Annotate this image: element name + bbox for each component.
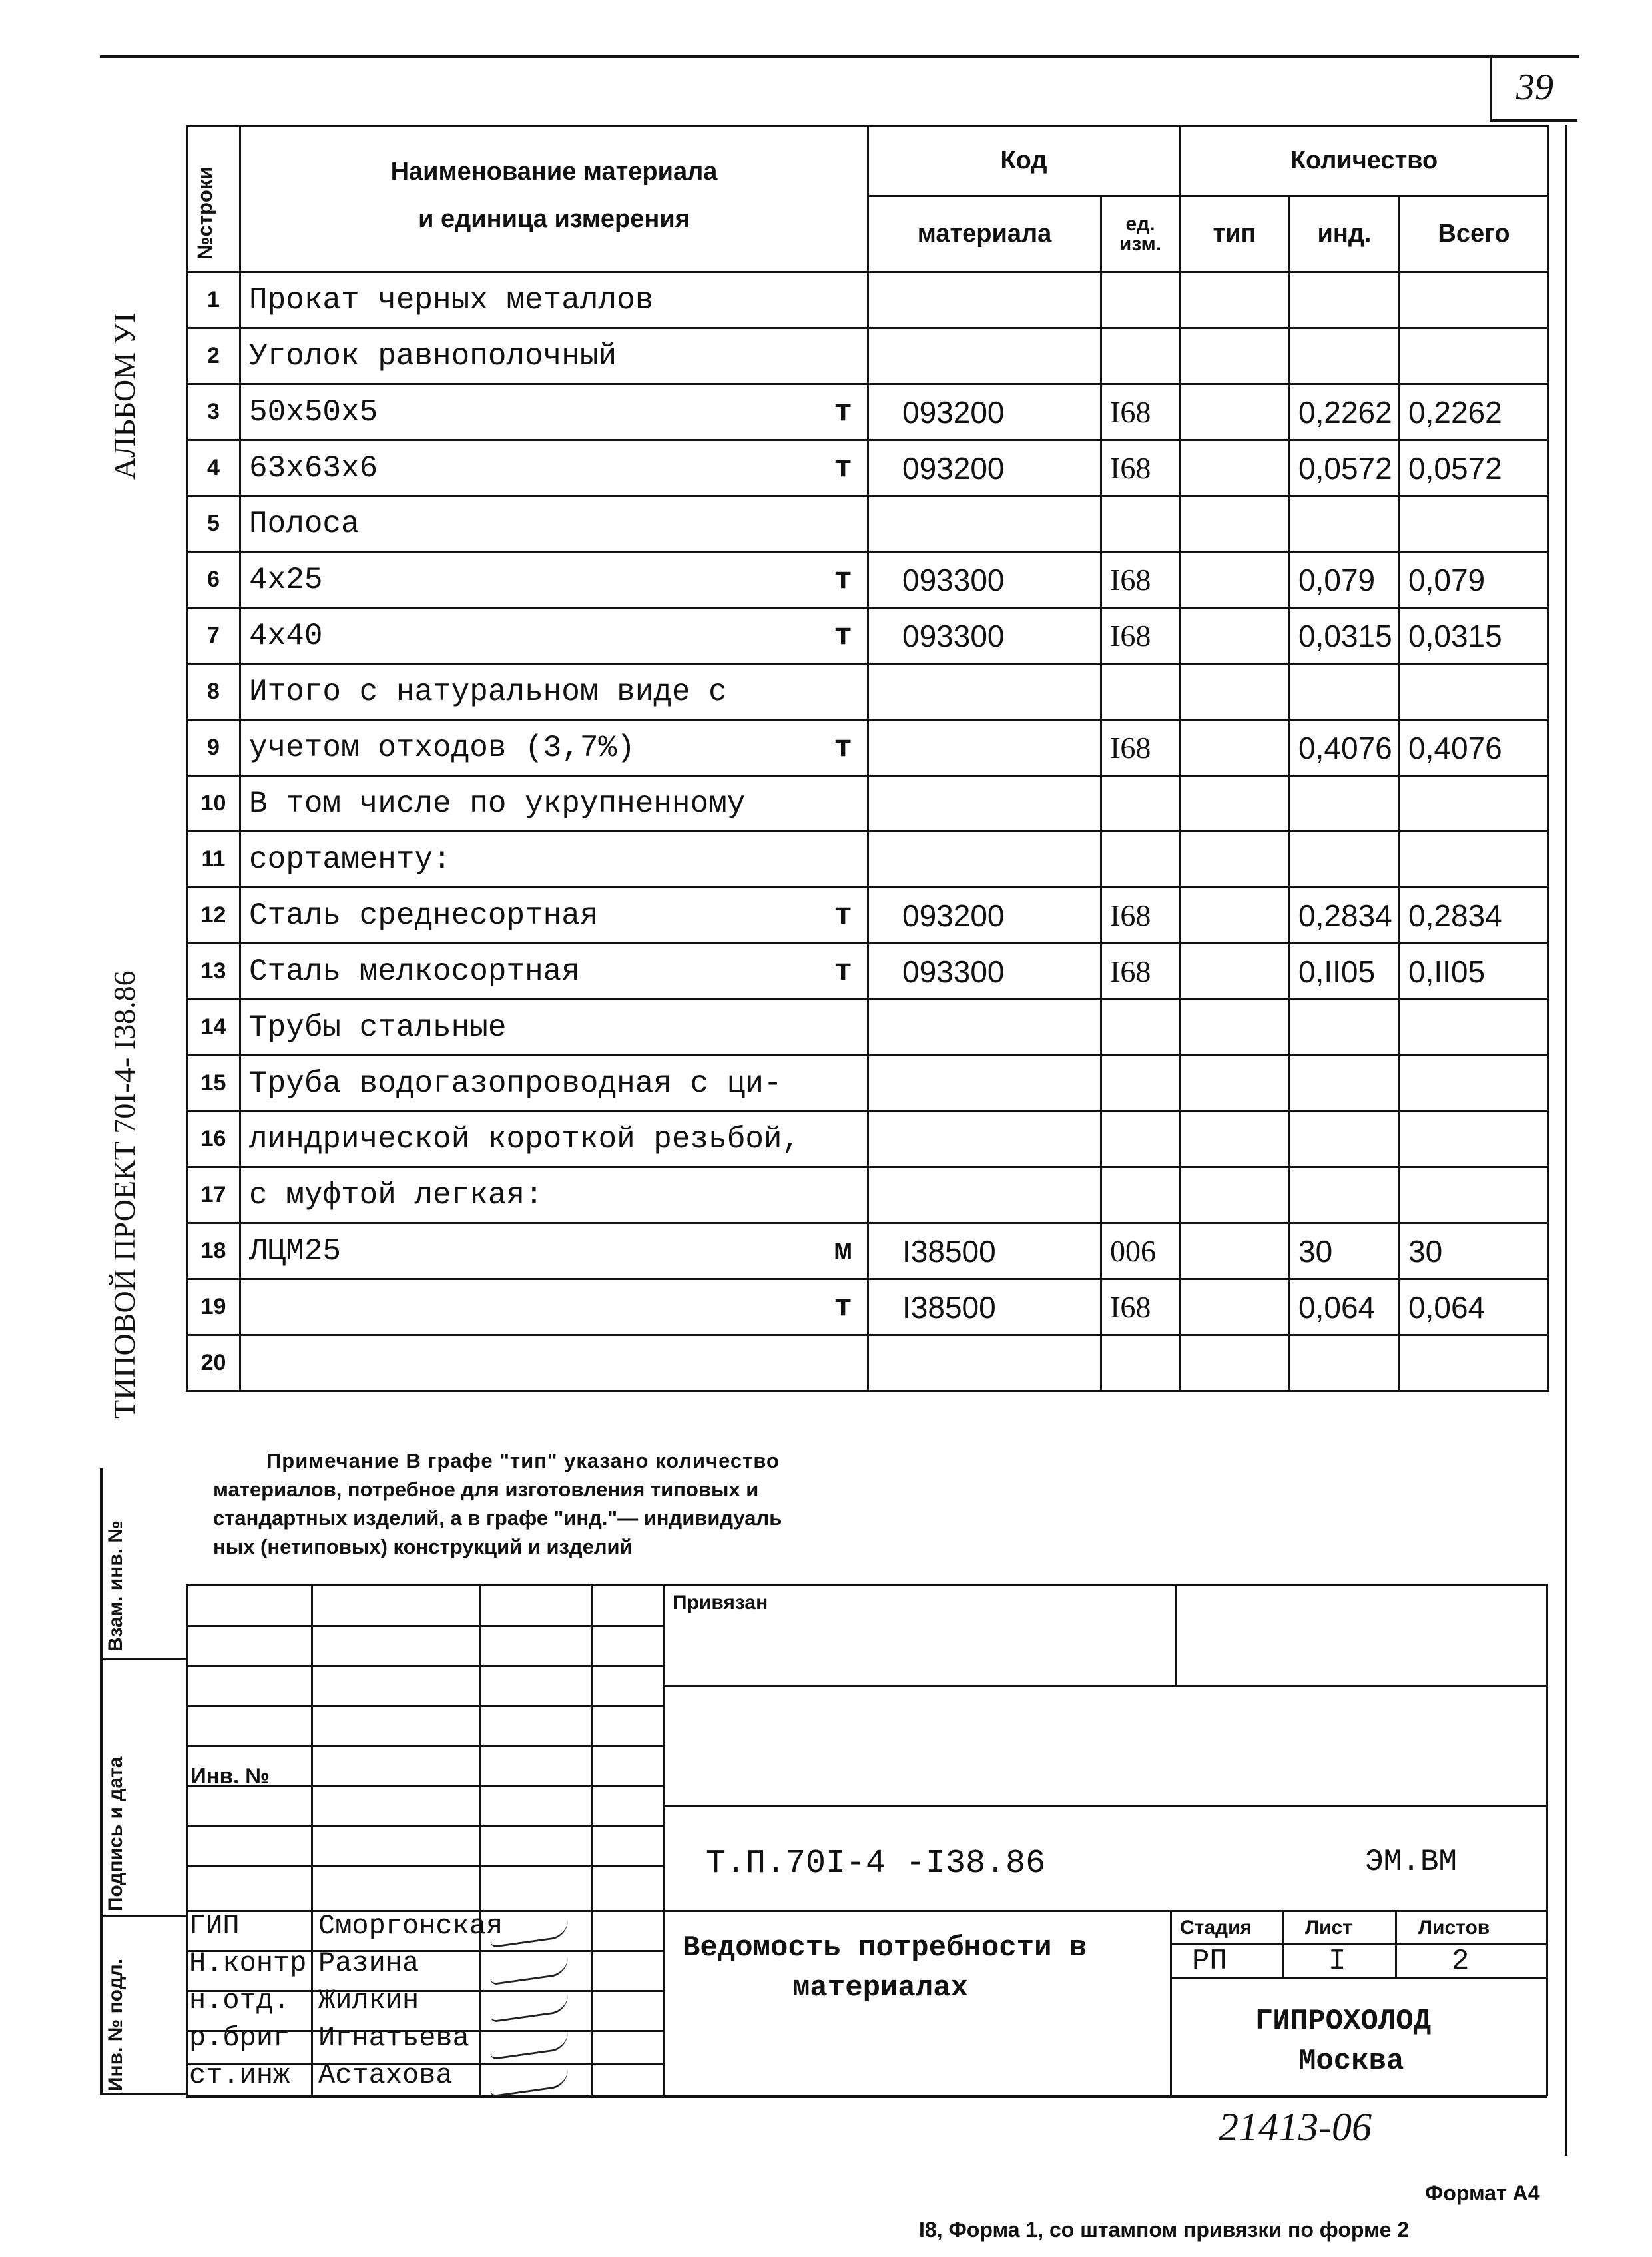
- stamp-left: [186, 1584, 188, 2096]
- row-total: [1400, 272, 1549, 328]
- row-unit-code: [1101, 1112, 1180, 1167]
- row-number: 9: [187, 720, 240, 776]
- note-line-3: стандартных изделий, а в графе "инд."— индивидуаль: [213, 1506, 782, 1530]
- table-row: [187, 776, 1549, 832]
- row-type: [1180, 1279, 1290, 1335]
- stamp-bottom: [186, 2095, 1547, 2098]
- row-ind: [1290, 664, 1400, 720]
- row-code: [868, 1056, 1101, 1112]
- stamp-role: ст.инж: [189, 2059, 290, 2091]
- stamp-row-line: [186, 1825, 663, 1827]
- row-name-text: 50x50x5: [249, 394, 378, 430]
- row-unit-code: I68: [1101, 552, 1180, 608]
- stamp-role: ГИП: [189, 1910, 240, 1942]
- stamp-title-split: [1170, 1910, 1172, 2096]
- row-total: 0,0315: [1400, 608, 1549, 664]
- row-unit: т: [834, 954, 852, 989]
- row-unit: т: [834, 450, 852, 485]
- row-ind: 0,II05: [1290, 944, 1400, 1000]
- row-ind: [1290, 272, 1400, 328]
- row-name-text: 4x40: [249, 618, 323, 653]
- stamp-person-name: Игнатьева: [318, 2022, 469, 2054]
- row-unit-code: [1101, 1000, 1180, 1056]
- sheets-label: Листов: [1418, 1917, 1490, 1939]
- stamp-person-name: Жилкин: [318, 1985, 419, 2017]
- stamp-row-line: [186, 1865, 663, 1867]
- row-ind: [1290, 496, 1400, 552]
- row-ind: [1290, 832, 1400, 888]
- stamp-person-name: Разина: [318, 1947, 419, 1979]
- header-material: материала: [868, 196, 1101, 272]
- note-line-4: ных (нетиповых) конструкций и изделий: [213, 1535, 633, 1558]
- header-code: Код: [868, 126, 1180, 196]
- row-name-text: Полоса: [249, 506, 360, 541]
- row-name: [240, 552, 868, 608]
- row-name: [240, 608, 868, 664]
- signature-mark: [489, 2030, 571, 2060]
- row-number: 15: [187, 1056, 240, 1112]
- stamp-row-line: [186, 1705, 663, 1707]
- row-type: [1180, 1335, 1290, 1391]
- handwritten-number: 21413-06: [1219, 2105, 1372, 2149]
- materials-table: [186, 125, 1549, 1392]
- row-ind: [1290, 1112, 1400, 1167]
- table-row: [187, 1335, 1549, 1391]
- side-divider-2: [100, 1915, 186, 1917]
- document-mark: ЭМ.ВМ: [1365, 1845, 1458, 1879]
- table-row: [187, 328, 1549, 384]
- row-name: [240, 664, 868, 720]
- stage-value: РП: [1192, 1945, 1227, 1978]
- row-unit-code: I68: [1101, 888, 1180, 944]
- row-name: [240, 720, 868, 776]
- row-number: 18: [187, 1223, 240, 1279]
- row-name: [240, 1335, 868, 1391]
- row-unit: т: [834, 898, 852, 933]
- org-city: Москва: [1298, 2045, 1404, 2078]
- row-total: [1400, 776, 1549, 832]
- row-type: [1180, 384, 1290, 440]
- row-code: [868, 720, 1101, 776]
- header-name: Наименование материала и единица измерения: [240, 126, 868, 272]
- table-row: [187, 944, 1549, 1000]
- row-unit-code: 006: [1101, 1223, 1180, 1279]
- row-unit-code: [1101, 832, 1180, 888]
- row-name-text: линдрической короткой резьбой,: [249, 1122, 801, 1157]
- row-code: [868, 1167, 1101, 1223]
- row-code: [868, 832, 1101, 888]
- table-row: [187, 1167, 1549, 1223]
- row-code: [868, 1000, 1101, 1056]
- row-total: 30: [1400, 1223, 1549, 1279]
- note: [213, 1447, 1531, 1561]
- row-ind: [1290, 1056, 1400, 1112]
- inv-podl-label: Инв. № подл.: [105, 1958, 127, 2091]
- row-number: 14: [187, 1000, 240, 1056]
- stamp-vert-priv: [1175, 1584, 1177, 1685]
- row-name: [240, 944, 868, 1000]
- table-row: [187, 1000, 1549, 1056]
- row-number: 4: [187, 440, 240, 496]
- row-number: 17: [187, 1167, 240, 1223]
- row-unit-code: I68: [1101, 944, 1180, 1000]
- row-type: [1180, 496, 1290, 552]
- format-label: Формат А4: [1425, 2181, 1540, 2205]
- header-quantity: Количество: [1180, 126, 1549, 196]
- row-unit-code: I68: [1101, 440, 1180, 496]
- row-number: 11: [187, 832, 240, 888]
- sheet-label: Лист: [1305, 1917, 1352, 1939]
- header-unit: ед. изм.: [1101, 196, 1180, 272]
- stamp-designation-top: [663, 1805, 1547, 1807]
- form-note: I8, Форма 1, со штампом привязки по форме 2: [919, 2218, 1410, 2242]
- row-unit-code: I68: [1101, 384, 1180, 440]
- row-name-text: Прокат черных металлов: [249, 282, 654, 318]
- row-unit-code: [1101, 328, 1180, 384]
- header-ind: инд.: [1290, 196, 1400, 272]
- sheet-number-box: [1490, 55, 1577, 122]
- table-row: [187, 496, 1549, 552]
- stamp-person-name: Астахова: [318, 2059, 453, 2091]
- row-type: [1180, 440, 1290, 496]
- row-code: 093300: [868, 944, 1101, 1000]
- row-type: [1180, 552, 1290, 608]
- stamp-stage-col-1: [1282, 1910, 1284, 1978]
- row-code: [868, 496, 1101, 552]
- document-title-2: материалах: [792, 1971, 969, 2005]
- row-code: [868, 1335, 1101, 1391]
- sheet-number: 39: [1516, 67, 1553, 108]
- row-type: [1180, 1112, 1290, 1167]
- row-code: 093200: [868, 384, 1101, 440]
- row-type: [1180, 1000, 1290, 1056]
- row-number: 2: [187, 328, 240, 384]
- header-total: Всего: [1400, 196, 1549, 272]
- row-ind: 0,4076: [1290, 720, 1400, 776]
- row-unit: т: [834, 618, 852, 653]
- table-row: [187, 384, 1549, 440]
- row-number: 3: [187, 384, 240, 440]
- row-number: 10: [187, 776, 240, 832]
- row-unit-code: [1101, 664, 1180, 720]
- row-name-text: 4x25: [249, 562, 323, 597]
- stamp-top: [186, 1584, 1547, 1586]
- table-row: [187, 888, 1549, 944]
- row-name: [240, 1056, 868, 1112]
- row-total: 0,0572: [1400, 440, 1549, 496]
- row-code: [868, 776, 1101, 832]
- row-name: [240, 384, 868, 440]
- row-name-text: ЛЦМ25: [249, 1233, 342, 1269]
- row-total: 0,079: [1400, 552, 1549, 608]
- row-code: [868, 1112, 1101, 1167]
- row-ind: [1290, 776, 1400, 832]
- row-total: [1400, 1056, 1549, 1112]
- row-name-text: В том числе по укрупненному: [249, 786, 746, 821]
- table-row: [187, 1056, 1549, 1112]
- row-ind: [1290, 1335, 1400, 1391]
- row-number: 20: [187, 1335, 240, 1391]
- row-ind: 0,064: [1290, 1279, 1400, 1335]
- row-type: [1180, 888, 1290, 944]
- row-name-text: Уголок равнополочный: [249, 338, 617, 374]
- table-row: [187, 1279, 1549, 1335]
- frame-right: [1565, 125, 1567, 2156]
- row-name: [240, 496, 868, 552]
- row-number: 13: [187, 944, 240, 1000]
- document-title-1: Ведомость потребности в: [683, 1931, 1087, 1965]
- stamp-role: н.отд.: [189, 1985, 290, 2017]
- row-name-text: Трубы стальные: [249, 1010, 507, 1045]
- row-total: [1400, 1335, 1549, 1391]
- row-type: [1180, 720, 1290, 776]
- row-name: [240, 1000, 868, 1056]
- note-line-2: материалов, потребное для изготовления типовых и: [213, 1478, 759, 1501]
- header-type: тип: [1180, 196, 1290, 272]
- row-name-text: Сталь среднесортная: [249, 898, 599, 933]
- row-name-text: учетом отходов (3,7%): [249, 730, 635, 765]
- row-type: [1180, 776, 1290, 832]
- row-unit-code: [1101, 1167, 1180, 1223]
- stamp-col-3: [591, 1584, 593, 2096]
- row-name: [240, 328, 868, 384]
- album-label: АЛЬБОМ УI: [107, 312, 141, 480]
- row-number: 12: [187, 888, 240, 944]
- stamp-role: р.бриг: [189, 2022, 290, 2054]
- row-unit-code: [1101, 1335, 1180, 1391]
- row-total: [1400, 1167, 1549, 1223]
- stamp-person-name: Сморгонская: [318, 1910, 503, 1942]
- row-total: 0,4076: [1400, 720, 1549, 776]
- row-name: [240, 1112, 868, 1167]
- inv-no-label: Инв. №: [190, 1764, 270, 1788]
- row-unit-code: [1101, 776, 1180, 832]
- table-row: [187, 720, 1549, 776]
- table-row: [187, 1112, 1549, 1167]
- stamp-stage-col-2: [1395, 1910, 1397, 1978]
- row-code: 093200: [868, 888, 1101, 944]
- org-name: ГИПРОХОЛОД: [1255, 2005, 1432, 2038]
- row-ind: [1290, 1167, 1400, 1223]
- row-total: 0,2834: [1400, 888, 1549, 944]
- podpis-data-label: Подпись и дата: [105, 1756, 127, 1911]
- signature-mark: [489, 2067, 571, 2097]
- project-label: ТИПОВОЙ ПРОЕКТ 70I-4- I38.86: [107, 970, 141, 1419]
- row-code: I38500: [868, 1279, 1101, 1335]
- row-total: [1400, 496, 1549, 552]
- row-number: 6: [187, 552, 240, 608]
- row-ind: 0,0315: [1290, 608, 1400, 664]
- stamp-role: Н.контр: [189, 1947, 307, 1979]
- row-unit-code: I68: [1101, 1279, 1180, 1335]
- row-type: [1180, 1223, 1290, 1279]
- sheets-value: 2: [1452, 1945, 1470, 1978]
- row-unit: м: [834, 1233, 852, 1269]
- row-name: [240, 272, 868, 328]
- row-name-text: сортаменту:: [249, 842, 451, 877]
- row-unit-code: [1101, 272, 1180, 328]
- row-name-text: 63x63x6: [249, 450, 378, 485]
- row-name: [240, 1223, 868, 1279]
- row-ind: 0,079: [1290, 552, 1400, 608]
- row-number: 16: [187, 1112, 240, 1167]
- row-unit-code: [1101, 496, 1180, 552]
- row-code: 093300: [868, 552, 1101, 608]
- row-code: I38500: [868, 1223, 1101, 1279]
- row-number: 7: [187, 608, 240, 664]
- stamp-col-2: [479, 1584, 481, 2096]
- row-code: [868, 328, 1101, 384]
- table-row: [187, 832, 1549, 888]
- header-row-no: №строки: [187, 126, 240, 272]
- stamp-vert-main: [663, 1584, 665, 2096]
- row-name: [240, 832, 868, 888]
- row-type: [1180, 1056, 1290, 1112]
- signature-mark: [489, 1993, 571, 2023]
- row-ind: 0,2262: [1290, 384, 1400, 440]
- row-total: [1400, 1112, 1549, 1167]
- row-type: [1180, 944, 1290, 1000]
- designation: Т.П.70I-4 -I38.86: [706, 1845, 1046, 1883]
- row-name: [240, 440, 868, 496]
- side-divider-1: [100, 1658, 186, 1660]
- row-unit-code: I68: [1101, 720, 1180, 776]
- row-ind: 0,2834: [1290, 888, 1400, 944]
- table-row: [187, 272, 1549, 328]
- table-row: [187, 552, 1549, 608]
- row-name: [240, 1167, 868, 1223]
- row-ind: [1290, 1000, 1400, 1056]
- row-ind: 0,0572: [1290, 440, 1400, 496]
- row-number: 19: [187, 1279, 240, 1335]
- stamp-priv-bottom: [663, 1685, 1547, 1687]
- row-name: [240, 776, 868, 832]
- row-type: [1180, 1167, 1290, 1223]
- sheet-value: I: [1328, 1945, 1346, 1978]
- row-unit-code: I68: [1101, 608, 1180, 664]
- stamp-row-line: [186, 1745, 663, 1747]
- row-total: 0,2262: [1400, 384, 1549, 440]
- stamp-col-1: [311, 1584, 313, 2096]
- row-code: 093200: [868, 440, 1101, 496]
- row-ind: 30: [1290, 1223, 1400, 1279]
- row-type: [1180, 664, 1290, 720]
- row-number: 1: [187, 272, 240, 328]
- row-ind: [1290, 328, 1400, 384]
- row-type: [1180, 608, 1290, 664]
- row-type: [1180, 272, 1290, 328]
- row-total: [1400, 1000, 1549, 1056]
- stamp-row-line: [186, 1665, 663, 1667]
- row-name-text: Итого с натуральном виде с: [249, 674, 727, 709]
- row-unit: т: [834, 1289, 852, 1325]
- row-total: [1400, 664, 1549, 720]
- frame-left-strip: [100, 1468, 103, 2095]
- vzam-inv-label: Взам. инв. №: [105, 1520, 127, 1652]
- stamp-designation-bottom: [663, 1910, 1547, 1912]
- table-row: [187, 608, 1549, 664]
- row-name: [240, 888, 868, 944]
- table-row: [187, 1223, 1549, 1279]
- row-name: [240, 1279, 868, 1335]
- row-total: 0,064: [1400, 1279, 1549, 1335]
- row-total: 0,II05: [1400, 944, 1549, 1000]
- signature-mark: [489, 1955, 571, 1985]
- row-unit-code: [1101, 1056, 1180, 1112]
- row-number: 5: [187, 496, 240, 552]
- table-row: [187, 664, 1549, 720]
- row-code: 093300: [868, 608, 1101, 664]
- row-name-text: Труба водогазопроводная с ци-: [249, 1066, 782, 1101]
- side-divider-3: [100, 2093, 186, 2095]
- stage-label: Стадия: [1180, 1917, 1252, 1939]
- stamp-row-line: [186, 1625, 663, 1627]
- row-code: [868, 272, 1101, 328]
- row-type: [1180, 328, 1290, 384]
- row-unit: т: [834, 562, 852, 597]
- row-unit: т: [834, 730, 852, 765]
- row-name-text: Сталь мелкосортная: [249, 954, 580, 989]
- row-total: [1400, 832, 1549, 888]
- table-row: [187, 440, 1549, 496]
- note-line-1: Примечание В графе "тип" указано количество: [266, 1449, 780, 1472]
- row-number: 8: [187, 664, 240, 720]
- stamp-right: [1546, 1584, 1548, 2096]
- row-code: [868, 664, 1101, 720]
- row-unit: т: [834, 394, 852, 430]
- row-total: [1400, 328, 1549, 384]
- row-name-text: с муфтой легкая:: [249, 1177, 543, 1213]
- row-type: [1180, 832, 1290, 888]
- top-rule: [100, 55, 1579, 58]
- privyazan-label: Привязан: [673, 1592, 768, 1614]
